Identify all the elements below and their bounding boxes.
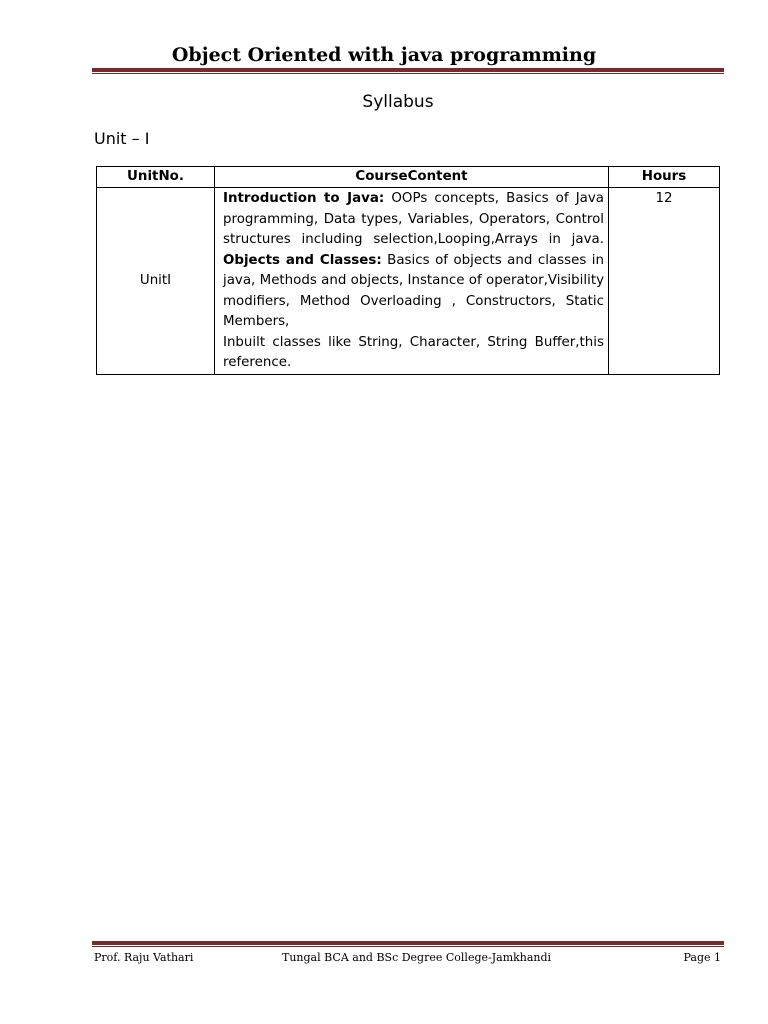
footer-college: Tungal BCA and BSc Degree College-Jamkhandi xyxy=(282,951,552,964)
hours-cell: 12 xyxy=(609,188,720,375)
footer-rule-thin xyxy=(92,946,724,947)
column-header-course-content: CourseContent xyxy=(215,167,609,188)
topic-text-objects-classes: Basics of objects and classes in java, Methods and objects, Instance of operator,Visibility modifiers, Method Overloading , Constructors, Static Members, xyxy=(223,252,604,329)
unit-heading: Unit – I xyxy=(94,129,150,148)
header-title: Object Oriented with java programming xyxy=(171,44,597,66)
header-rule-thick xyxy=(92,68,724,72)
header-rule-thin xyxy=(92,73,724,74)
document-title: Syllabus xyxy=(362,92,434,112)
column-header-unit-no: UnitNo. xyxy=(97,167,215,188)
topic-text-inbuilt-classes: Inbuilt classes like String, Character, String Buffer,this reference. xyxy=(223,334,604,370)
topic-title-objects-classes: Objects and Classes: xyxy=(223,252,382,268)
course-content-cell xyxy=(215,188,609,375)
table-row xyxy=(97,188,720,375)
footer-page-number: Page 1 xyxy=(683,951,721,964)
footer-rule-thick xyxy=(92,941,724,945)
footer-author: Prof. Raju Vathari xyxy=(94,951,194,964)
topic-title-intro-java: Introduction to Java: xyxy=(223,191,385,206)
topic-text-intro-java: OOPs concepts, Basics of Java programming, Data types, Variables, Operators, Control structures including selection,Looping,Arrays in java. xyxy=(223,191,604,247)
syllabus-table xyxy=(96,166,720,375)
column-header-hours: Hours xyxy=(609,167,720,188)
table-header-row xyxy=(97,167,720,188)
unit-no-cell: UnitI xyxy=(97,188,215,375)
